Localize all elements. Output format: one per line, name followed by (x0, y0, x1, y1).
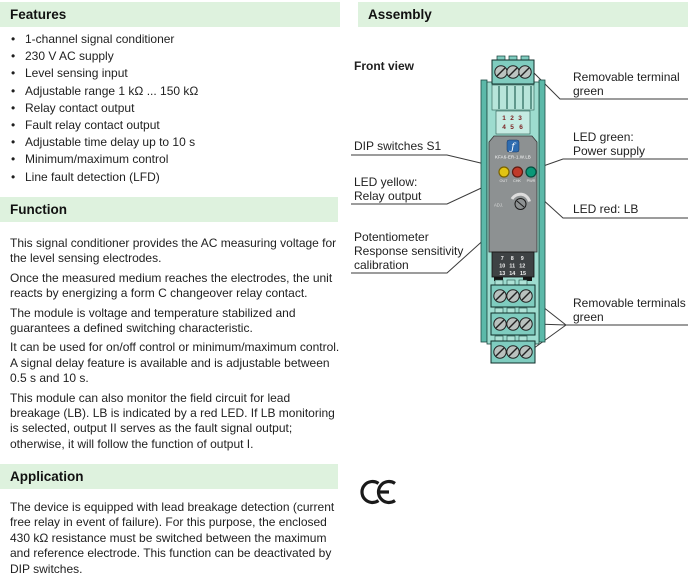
callout-removable-terminals-line1: Removable terminals (573, 296, 686, 310)
led-green-icon (526, 167, 536, 177)
svg-text:7 8 9 (499, 256, 527, 277)
terminal-tab (495, 336, 503, 341)
dip-callout-line (351, 155, 489, 165)
features-list (10, 31, 336, 186)
terminal-number: 12 (519, 263, 526, 270)
top-terminal-numbers (496, 111, 530, 134)
terminal-number: 8 (510, 256, 514, 262)
feature-item: • Relay contact output (10, 100, 336, 117)
terminal-tab (507, 308, 515, 313)
feature-item: • Minimum/maximum control (10, 151, 336, 168)
terminal-tab (507, 336, 515, 341)
screw-icon (507, 318, 519, 330)
logo-glyph: ƒ (511, 142, 515, 153)
assembly-diagram (344, 40, 688, 578)
left-rail (481, 80, 487, 342)
application-title: Application (10, 469, 84, 484)
feature-item: • Adjustable range 1 kΩ ... 150 kΩ (10, 83, 336, 100)
svg-text:OUT CHK PW (499, 179, 535, 183)
terminal-tab (495, 308, 503, 313)
terminal-number: 7 (500, 256, 504, 262)
callout-potentiometer-line2: Response sensitivity (354, 244, 464, 258)
function-paragraph: Once the measured medium reaches the electrodes, the unit reacts by energizing a form C changeover relay contact. (10, 270, 333, 301)
application-paragraph: The device is equipped with lead breakage detection (current free relay in event of failure). For this purpose, the enclosed 430 kΩ resistance must be switched between the maximum and reference electrode. This function can be deactivated by DIP switches. (10, 500, 335, 576)
function-paragraph: This signal conditioner provides the AC measuring voltage for the level sensing electrodes. (10, 236, 337, 266)
removable-terminals-callout-line1 (529, 296, 688, 325)
function-paragraph: The module is voltage and temperature stabilized and guarantees a defined switching characteristic. (10, 305, 296, 336)
terminal-number: 4 (502, 124, 506, 131)
terminal-number: 6 (519, 124, 523, 131)
feature-item: • Line fault detection (LFD) (10, 169, 336, 186)
assembly-section-header (358, 2, 688, 27)
callout-removable-terminal-line1: Removable terminal (573, 70, 680, 84)
features-title: Features (10, 7, 67, 22)
terminal-tab (507, 280, 515, 285)
screw-icon (507, 346, 519, 358)
feature-item: • Adjustable time delay up to 10 s (10, 134, 336, 151)
screw-icon (520, 346, 532, 358)
function-section-header (0, 197, 338, 222)
brand-logo-icon (507, 140, 519, 153)
callout-potentiometer-line1: Potentiometer (354, 230, 429, 244)
led-red-icon (513, 167, 523, 177)
terminal-number: 10 (499, 263, 506, 270)
terminal-number: 5 (510, 124, 514, 131)
screw-icon (494, 290, 506, 302)
function-body (10, 236, 342, 456)
feature-item: • 230 V AC supply (10, 48, 336, 65)
function-paragraph: It can be used for on/off control or minimum/maximum control. A signal delay feature is available and is adjustable between 0.5 s and 10 s. (10, 340, 340, 386)
screw-icon (495, 66, 507, 78)
terminal-number: 13 (499, 271, 506, 277)
callout-potentiometer-line3: calibration (354, 258, 409, 272)
screw-icon (507, 66, 519, 78)
screw-icon (494, 318, 506, 330)
top-terminal-block (492, 56, 534, 84)
terminal-number: 9 (520, 256, 524, 262)
screw-icon (507, 290, 519, 302)
function-title: Function (10, 202, 67, 217)
panel-face (489, 136, 537, 252)
callout-led-yellow-line2: Relay output (354, 189, 422, 203)
callout-led-green-line1: LED green: (573, 130, 634, 144)
application-body (10, 500, 342, 578)
callout-led-red: LED red: LB (573, 202, 639, 216)
terminal-tab (495, 280, 503, 285)
led-green-callout-line (532, 159, 688, 170)
terminal-tab (519, 336, 527, 341)
callout-dip-switches: DIP switches S1 (354, 139, 442, 153)
terminal-number: 2 (510, 115, 514, 122)
led-label: OUT (499, 179, 508, 183)
screw-icon (494, 346, 506, 358)
function-paragraph: This module can also monitor the field circuit for lead breakage (LB). LB is indicated by a red LED. If LB monitoring is selected, output II serves as the fault signal output; otherwise, it will follow the function of output I. (10, 390, 335, 451)
terminal-number: 1 (502, 115, 506, 122)
terminal-number: 3 (518, 115, 522, 122)
callout-led-green-line2: Power supply (573, 144, 646, 158)
application-section-header (0, 464, 338, 489)
front-view-label: Front view (354, 59, 415, 73)
features-section-header (0, 2, 340, 27)
led-yellow-icon (499, 167, 509, 177)
front-panel (489, 136, 537, 252)
terminal-number: 11 (509, 263, 516, 270)
feature-item: • 1-channel signal conditioner (10, 31, 336, 48)
terminal-number: 14 (509, 271, 516, 277)
signal-conditioner-device (481, 56, 545, 363)
terminal-tab (519, 308, 527, 313)
adj-label: ADJ. (494, 202, 504, 208)
screw-icon (520, 318, 532, 330)
led-label: PWR (526, 179, 536, 183)
model-number: KFA6-ER-1.W.LB (495, 154, 531, 160)
feature-item: • Fault relay contact output (10, 117, 336, 134)
callout-removable-terminals-line2: green (573, 310, 604, 324)
assembly-title: Assembly (368, 7, 432, 22)
removable-terminal-callout-line (527, 66, 688, 99)
bottom-terminal-numbers (492, 252, 534, 281)
callout-led-yellow-line1: LED yellow: (354, 175, 418, 189)
terminal-tab (519, 280, 527, 285)
callout-removable-terminal-line2: green (573, 84, 604, 98)
right-rail (539, 80, 545, 342)
pin-area (492, 85, 534, 110)
ce-mark-icon (362, 482, 395, 503)
screw-icon (520, 290, 532, 302)
terminal-number: 15 (520, 271, 526, 277)
led-label: CHK (512, 179, 521, 183)
screw-icon (519, 66, 531, 78)
feature-item: • Level sensing input (10, 65, 336, 82)
